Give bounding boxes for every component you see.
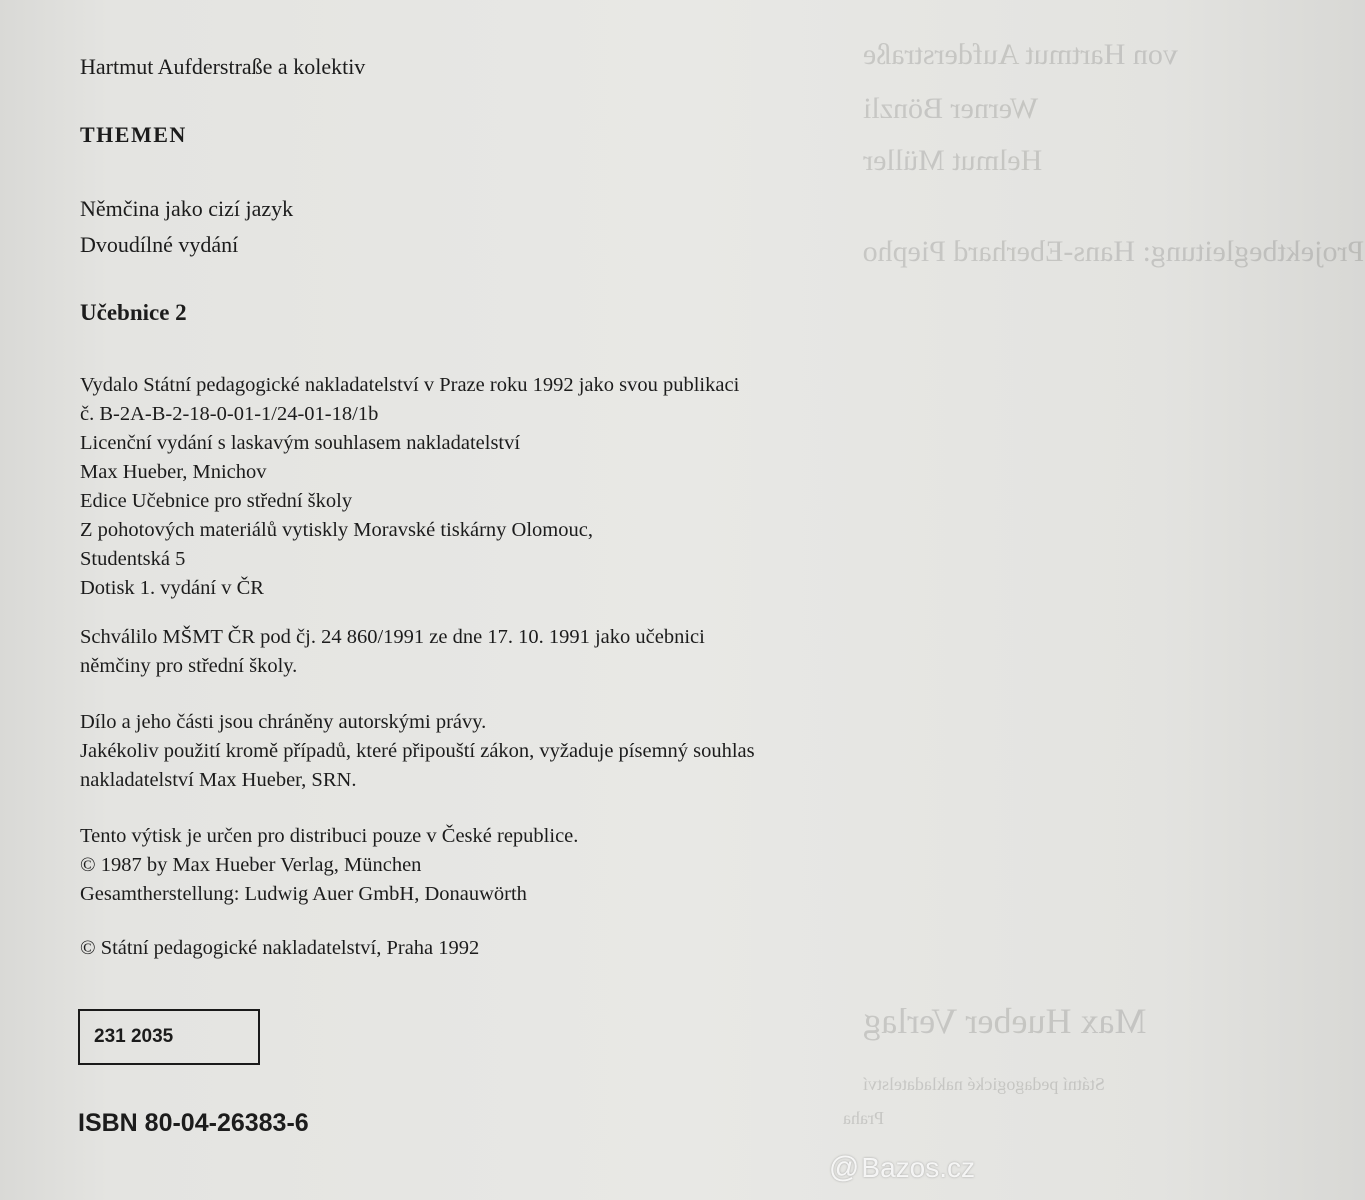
copyright-spn-line [80,934,479,963]
rights-line: Jakékoliv použití kromě případů, které připouští zákon, vyžaduje písemný souhlas [80,740,755,762]
rights-line: nakladatelství Max Hueber, SRN. [80,769,357,791]
distribution-line: Tento výtisk je určen pro distribuci pouze v České republice. [80,825,579,847]
book-title: THEMEN [80,122,187,147]
distribution-block [80,822,578,909]
publisher-line: Vydalo Státní pedagogické nakladatelství v Praze roku 1992 jako svou publikaci [80,374,740,396]
author-line: Hartmut Aufderstraße a kolektiv [80,54,366,79]
isbn-number: ISBN 80-04-26383-6 [78,1109,309,1137]
bleed-through-text: Max Hueber Verlag [863,1001,1147,1041]
publisher-line: Dotisk 1. vydání v ČR [80,577,264,599]
approval-block [80,623,705,681]
bleed-through-text: Werner Bönzli [863,92,1039,125]
rights-block [80,708,755,795]
bleed-through-text: von Hartmut Aufderstraße [863,38,1178,71]
subtitle-line-1: Němčina jako cizí jazyk [80,196,294,221]
publisher-line: Max Hueber, Mnichov [80,461,267,483]
volume-title: Učebnice 2 [80,300,187,325]
copyright-line: © Státní pedagogické nakladatelství, Praha 1992 [80,937,480,959]
at-sign-icon: @ [828,1151,860,1184]
bleed-through-text: Helmut Müller [863,144,1043,177]
bleed-through-text: Praha [843,1108,884,1128]
catalog-code: 231 2035 [94,1026,174,1047]
bleed-through-text: Projektbegleitung: Hans-Eberhard Piepho [863,235,1365,268]
publisher-line: č. B-2A-B-2-18-0-01-1/24-01-18/1b [80,403,379,425]
publisher-line: Licenční vydání s laskavým souhlasem nakladatelství [80,432,521,454]
publisher-line: Edice Učebnice pro střední školy [80,490,353,512]
publisher-line: Z pohotových materiálů vytiskly Moravské tiskárny Olomouc, [80,519,593,541]
rights-line: Dílo a jeho části jsou chráněny autorskými právy. [80,711,487,733]
production-line: Gesamtherstellung: Ludwig Auer GmbH, Donauwörth [80,883,527,905]
watermark-text: Bazos.cz [861,1152,975,1183]
approval-line: němčiny pro střední školy. [80,655,298,677]
copyright-line: © 1987 by Max Hueber Verlag, München [80,854,422,876]
publisher-line: Studentská 5 [80,548,186,570]
subtitle-line-2: Dvoudílné vydání [80,232,239,257]
catalog-code-box [78,1009,260,1065]
approval-line: Schválilo MŠMT ČR pod čj. 24 860/1991 ze dne 17. 10. 1991 jako učebnici [80,626,705,648]
site-watermark [829,1152,975,1184]
bleed-through-text: Státní pedagogické nakladatelství [863,1074,1105,1094]
publisher-info-block [80,371,739,603]
